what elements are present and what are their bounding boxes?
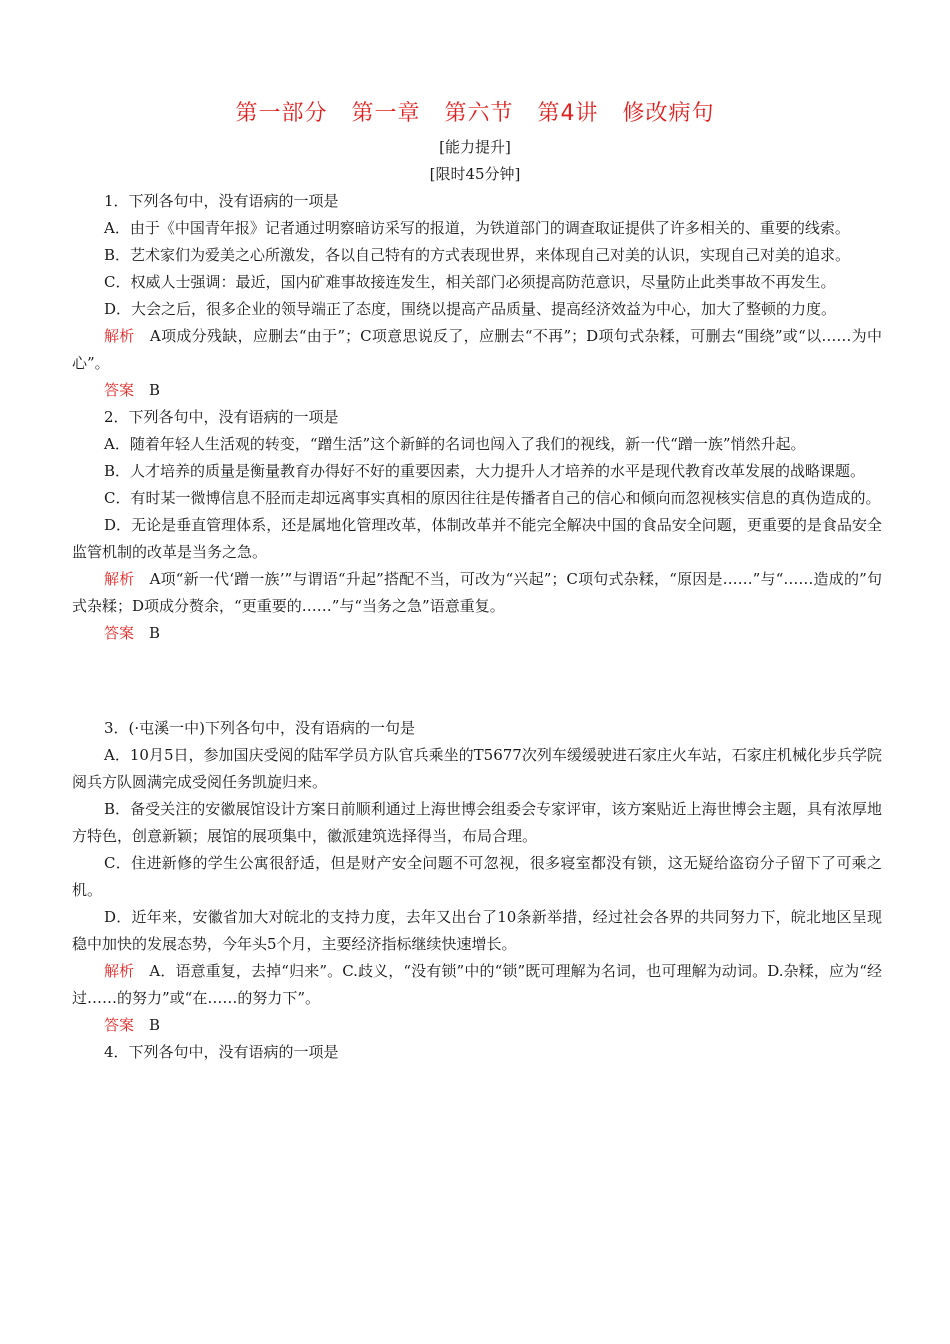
analysis-label: 解析 — [104, 570, 135, 588]
q3-option-c: C．住进新修的学生公寓很舒适，但是财产安全问题不可忽视，很多寝室都没有锁，这无疑给盗窃分子留下了可乘之机。 — [72, 854, 882, 899]
q2-option-d: D．无论是垂直管理体系，还是属地化管理改革，体制改革并不能完全解决中国的食品安全问题，更重要的是食品安全监管机制的改革是当务之急。 — [72, 516, 882, 561]
analysis-text: A项成分残缺，应删去“由于”；C项意思说反了，应删去“不再”；D项句式杂糅，可删去“围绕”或“以……为中心”。 — [72, 327, 882, 372]
q3-option-a: A．10月5日，参加国庆受阅的陆军学员方队官兵乘坐的T5677次列车缓缓驶进石家庄火车站，石家庄机械化步兵学院阅兵方队圆满完成受阅任务凯旋归来。 — [72, 746, 882, 791]
q3-answer — [72, 1012, 882, 1039]
q1-stem: 1．下列各句中，没有语病的一项是 — [104, 192, 339, 210]
title-topic: 修改病句 — [622, 101, 715, 126]
analysis-text: A．语意重复，去掉“归来”。C.歧义，“没有锁”中的“锁”既可理解为名词，也可理解为动词。D.杂糅，应为“经过……的努力”或“在……的努力下”。 — [72, 962, 882, 1007]
answer-label: 答案 — [104, 624, 135, 642]
q3-option-b: B．备受关注的安徽展馆设计方案日前顺利通过上海世博会组委会专家评审，该方案贴近上海世博会主题，具有浓厚地方特色，创意新颖；展馆的展项集中，徽派建筑选择得当，布局合理。 — [72, 800, 882, 845]
q1-answer — [72, 377, 882, 404]
q3-stem: 3．(·屯溪一中)下列各句中，没有语病的一句是 — [104, 719, 416, 737]
content — [72, 188, 882, 1066]
answer-label: 答案 — [104, 1016, 135, 1034]
title-lecture: 第4讲 — [537, 101, 599, 126]
title-chapter: 第一章 — [351, 101, 421, 126]
q2-analysis — [72, 566, 882, 620]
answer-text: B — [134, 381, 161, 399]
title-part: 第一部分 — [235, 101, 328, 126]
q2-option-a: A．随着年轻人生活观的转变，“蹭生活”这个新鲜的名词也闯入了我们的视线，新一代“蹭一族”悄然升起。 — [104, 435, 806, 453]
analysis-label: 解析 — [104, 962, 135, 980]
page-title — [0, 96, 950, 127]
spacer — [72, 647, 882, 715]
subtitle-time-limit: [限时45分钟] — [429, 165, 521, 183]
title-section: 第六节 — [444, 101, 514, 126]
q2-option-c: C．有时某一微博信息不胫而走却远离事实真相的原因往往是传播者自己的信心和倾向而忽视核实信息的真伪造成的。 — [104, 489, 881, 507]
q1-option-d: D．大会之后，很多企业的领导端正了态度，围绕以提高产品质量、提高经济效益为中心，加大了整顿的力度。 — [104, 300, 837, 318]
subtitle-ability: [能力提升] — [439, 138, 511, 156]
q1-analysis — [72, 323, 882, 377]
q1-option-a: A．由于《中国青年报》记者通过明察暗访采写的报道，为铁道部门的调查取证提供了许多相关的、重要的线索。 — [104, 219, 850, 237]
q2-option-b: B．人才培养的质量是衡量教育办得好不好的重要因素，大力提升人才培养的水平是现代教育改革发展的战略课题。 — [104, 462, 866, 480]
q1-option-b: B．艺术家们为爱美之心所激发，各以自己特有的方式表现世界，来体现自己对美的认识，实现自己对美的追求。 — [104, 246, 851, 264]
q2-answer — [72, 620, 882, 647]
q3-analysis — [72, 958, 882, 1012]
q3-option-d: D．近年来，安徽省加大对皖北的支持力度，去年又出台了10条新举措，经过社会各界的共同努力下，皖北地区呈现稳中加快的发展态势，今年头5个月，主要经济指标继续快速增长。 — [72, 908, 882, 953]
answer-text: B — [134, 624, 161, 642]
analysis-label: 解析 — [104, 327, 135, 345]
answer-label: 答案 — [104, 381, 135, 399]
q1-option-c: C．权威人士强调：最近，国内矿难事故接连发生，相关部门必须提高防范意识，尽量防止此类事故不再发生。 — [104, 273, 836, 291]
answer-text: B — [134, 1016, 161, 1034]
q2-stem: 2．下列各句中，没有语病的一项是 — [104, 408, 339, 426]
q4-stem: 4．下列各句中，没有语病的一项是 — [104, 1043, 339, 1061]
analysis-text: A项“新一代‘蹭一族’”与谓语“升起”搭配不当，可改为“兴起”；C项句式杂糅，“原因是……”与“……造成的”句式杂糅；D项成分赘余，“更重要的……”与“当务之急”语意重复。 — [72, 570, 882, 615]
